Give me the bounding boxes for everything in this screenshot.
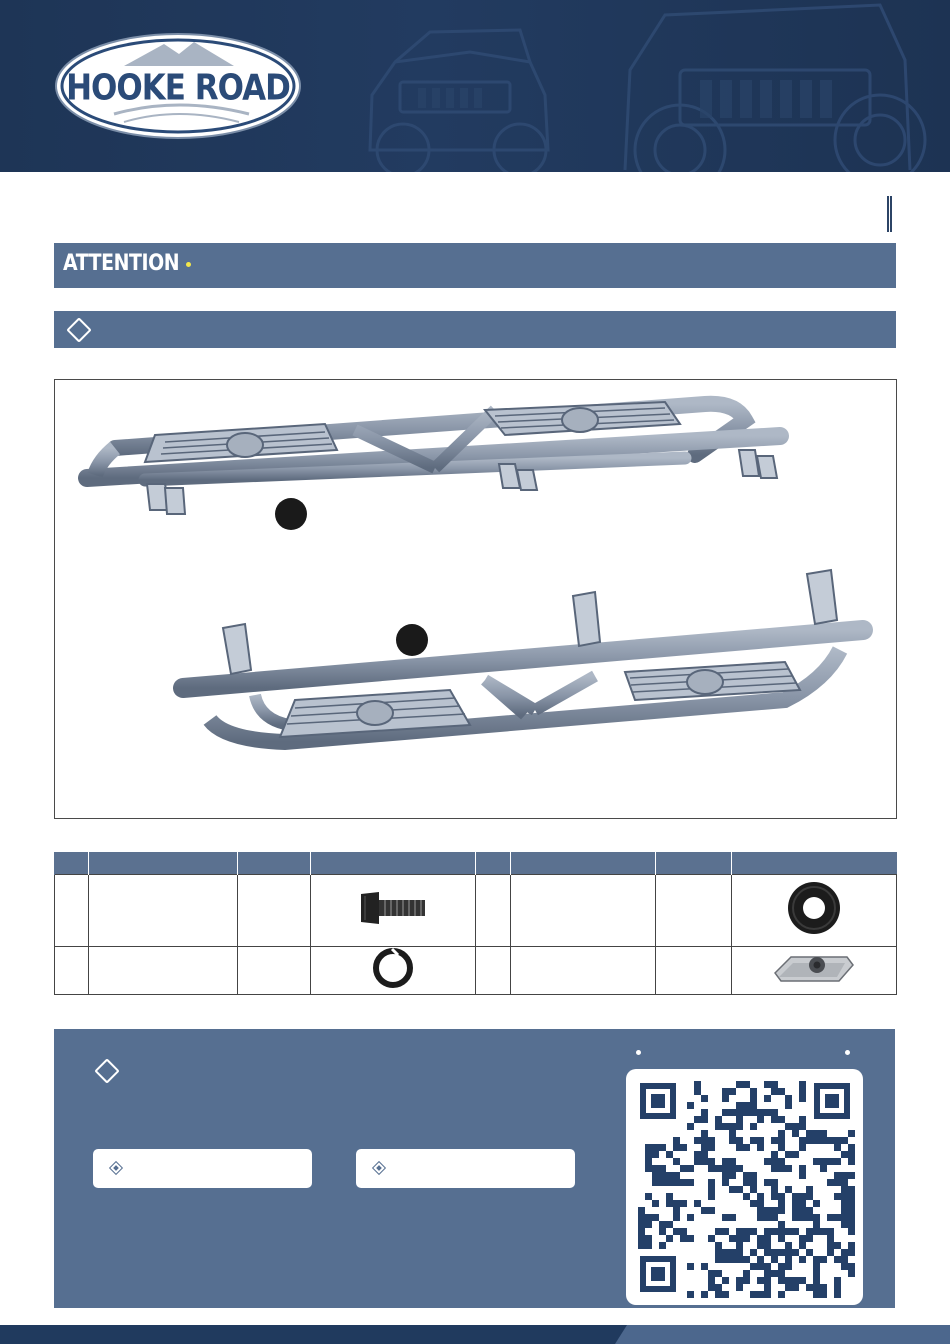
header-cell [476, 852, 511, 875]
table-cell [311, 875, 476, 947]
table-cell [476, 875, 511, 947]
table-cell [656, 947, 732, 995]
parts-section-bar [54, 311, 896, 348]
table-cell [511, 875, 656, 947]
diamond-icon [66, 317, 91, 342]
bullet-dot [845, 1050, 850, 1055]
lower-rail [183, 570, 863, 742]
table-cell [476, 947, 511, 995]
header-cell [311, 852, 476, 875]
table-cell [89, 875, 238, 947]
header-cell [656, 852, 732, 875]
qr-code-icon [626, 1069, 863, 1305]
flat-washer-icon [784, 878, 844, 938]
bullet-dot [636, 1050, 641, 1055]
split-lock-washer-icon [370, 947, 416, 989]
attention-title: ATTENTION [63, 251, 180, 276]
table-header-row [55, 852, 897, 875]
table-cell [656, 875, 732, 947]
hooke-road-logo [54, 32, 302, 140]
header-cell [55, 852, 89, 875]
table-cell [238, 875, 311, 947]
diamond-icon [94, 1058, 119, 1083]
table-cell [732, 875, 897, 947]
table-cell [511, 947, 656, 995]
table-cell [732, 947, 897, 995]
table-cell [311, 947, 476, 995]
header-cell [511, 852, 656, 875]
logo-wordmark: HOOKE ROAD [66, 67, 290, 109]
table-cell [55, 947, 89, 995]
table-row [55, 947, 897, 995]
attention-banner [54, 243, 896, 288]
product-illustration-box [54, 379, 897, 819]
u-nut-clip-icon [769, 947, 859, 989]
header-cell [89, 852, 238, 875]
table-cell [55, 875, 89, 947]
hardware-parts-table [54, 852, 897, 995]
hex-bolt-icon [357, 888, 429, 928]
diamond-dot-icon [372, 1161, 386, 1175]
decorative-double-bar [887, 196, 892, 232]
side-step-rails-illustration [55, 380, 896, 818]
upper-rail [87, 402, 780, 514]
qr-code-card[interactable] [626, 1069, 863, 1305]
header-cell [732, 852, 897, 875]
diamond-dot-icon [109, 1161, 123, 1175]
callout-marker-b [396, 624, 428, 656]
contact-button-1[interactable] [93, 1149, 312, 1188]
header-cell [238, 852, 311, 875]
attention-dot-icon [186, 262, 191, 267]
contact-button-2[interactable] [356, 1149, 575, 1188]
callout-marker-a [275, 498, 307, 530]
table-row [55, 875, 897, 947]
bottom-decorative-band [0, 1325, 950, 1344]
table-cell [89, 947, 238, 995]
header-banner [0, 0, 950, 172]
table-cell [238, 947, 311, 995]
